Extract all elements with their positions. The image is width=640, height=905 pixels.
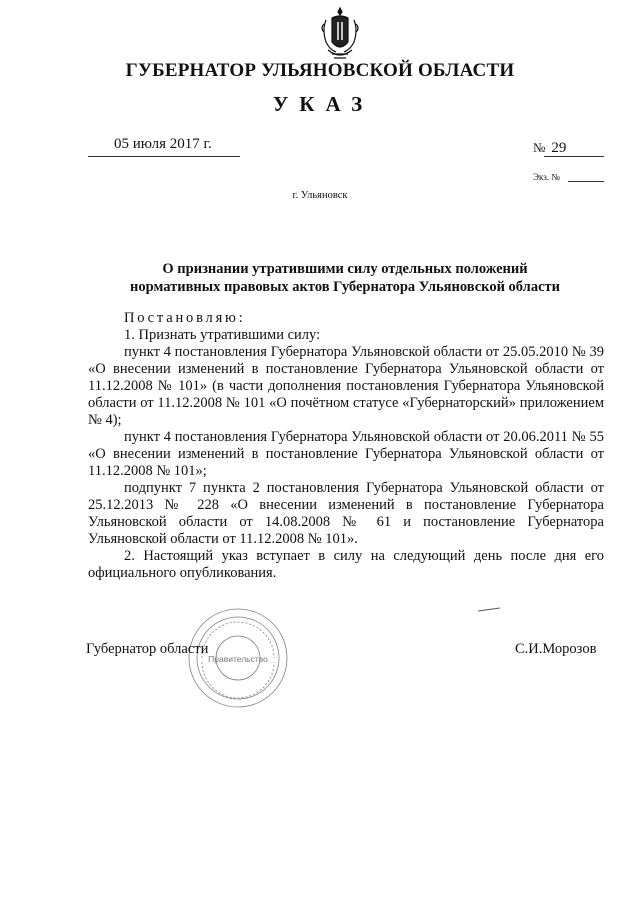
signer-name: С.И.Морозов (515, 641, 597, 657)
document-body (88, 310, 604, 582)
number-underline (544, 156, 604, 157)
document-date: 05 июля 2017 г. (114, 136, 212, 152)
issuing-authority: ГУБЕРНАТОР УЛЬЯНОВСКОЙ ОБЛАСТИ (125, 60, 515, 81)
number-value: 29 (551, 140, 567, 156)
document-title (60, 260, 630, 296)
body-paragraph: 2. Настоящий указ вступает в силу на следующий день после дня его официального опубликования. (88, 548, 604, 581)
copy-number-label: Экз. № (533, 172, 560, 182)
issue-city: г. Ульяновск (292, 190, 348, 201)
title-line: О признании утратившими силу отдельных положений (162, 261, 528, 277)
date-underline (88, 156, 240, 157)
body-paragraph: 1. Признать утратившими силу: (124, 327, 321, 343)
stamp-text: Правительство (208, 654, 268, 664)
document-number (533, 140, 566, 157)
document-type: УКАЗ (272, 92, 374, 116)
coat-of-arms-icon (318, 6, 362, 64)
handwritten-signature (478, 607, 500, 611)
decree-word: Постановляю: (124, 310, 246, 326)
number-label: № (533, 140, 546, 155)
copy-number-underline (568, 181, 604, 182)
body-paragraph: подпункт 7 пункта 2 постановления Губернатора Ульяновской области от 25.12.2013 № 228 «О внесении изменений в постановление Губернатора Ульяновской области от 14.08.2008 № 61 и постановление Губернатора Ульяновской области от 11.12.2008 № 101». (88, 480, 604, 547)
signer-title: Губернатор области (86, 641, 209, 657)
body-paragraph: пункт 4 постановления Губернатора Ульяновской области от 25.05.2010 № 39 «О внесении изменений в постановление Губернатора Ульяновской области от 11.12.2008 № 101» (в части дополнения постановления Губернатора Ульяновской области от 11.12.2008 № 101 «О почётном статусе «Губернаторский» приложением № 4); (88, 344, 604, 428)
body-paragraph: пункт 4 постановления Губернатора Ульяновской области от 20.06.2011 № 55 «О внесении изменений в постановление Губернатора Ульяновской области от 11.12.2008 № 101»; (88, 429, 604, 479)
official-stamp-icon (186, 606, 290, 710)
title-line: нормативных правовых актов Губернатора Ульяновской области (130, 279, 560, 295)
